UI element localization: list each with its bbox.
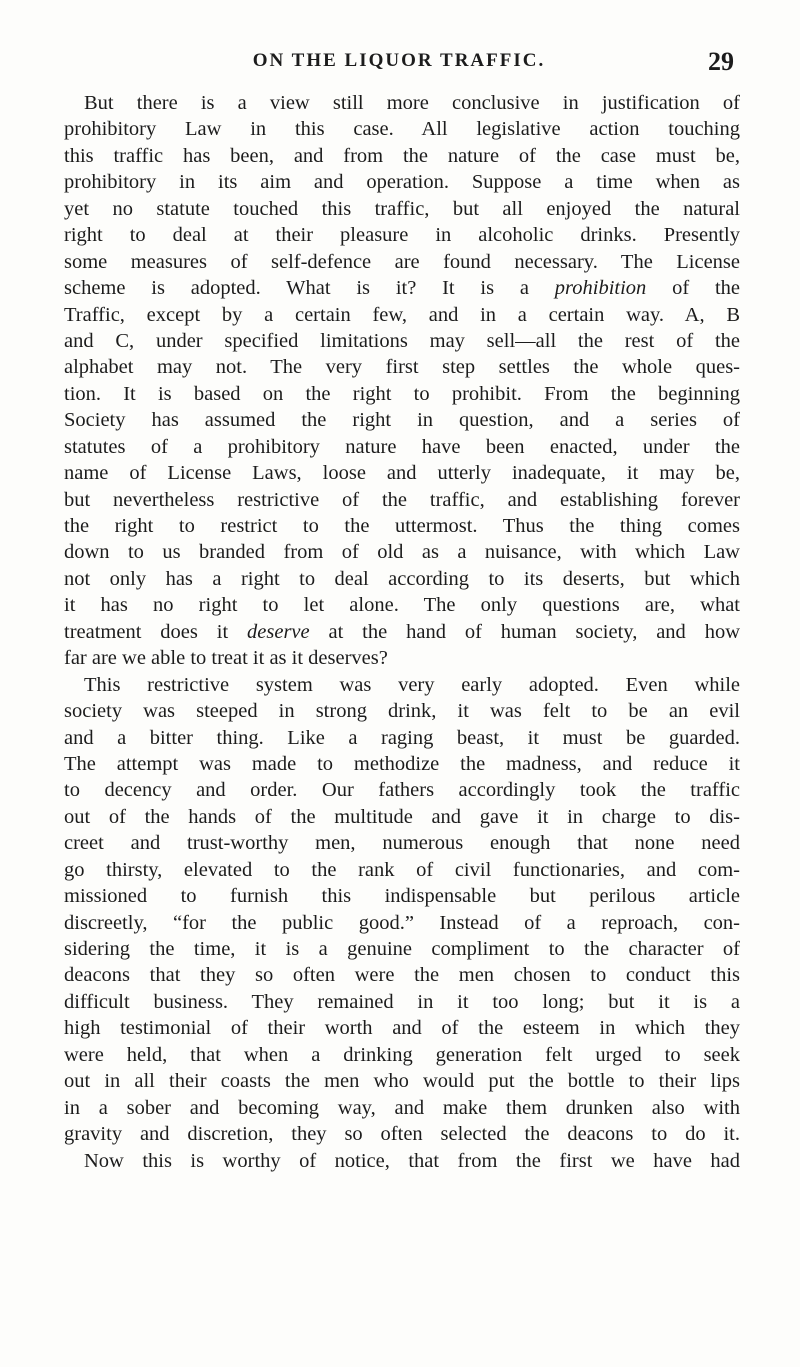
text-line: were held, that when a drinking generation felt urged to seek xyxy=(64,1043,740,1066)
text-line: some measures of self-defence are found necessary. The License xyxy=(64,250,740,273)
text-line: name of License Laws, loose and utterly inadequate, it may be, xyxy=(64,462,740,485)
text-line: gravity and discretion, they so often selected the deacons to do it. xyxy=(64,1123,740,1146)
text-line: but nevertheless restrictive of the traffic, and establishing forever xyxy=(64,488,740,511)
text-line: and a bitter thing. Like a raging beast, it must be guarded. xyxy=(64,726,740,749)
text-line: down to us branded from of old as a nuisance, with which Law xyxy=(64,541,740,564)
text-line: and C, under specified limitations may sell—all the rest of the xyxy=(64,329,740,352)
text-line: yet no statute touched this traffic, but all enjoyed the natural xyxy=(64,197,740,220)
body-text xyxy=(64,90,740,1174)
text-line: alphabet may not. The very first step settles the whole ques- xyxy=(64,356,740,379)
text-line: Now this is worthy of notice, that from the first we have had xyxy=(84,1149,740,1172)
text-line: But there is a view still more conclusive in justification of xyxy=(84,92,740,114)
text-line: prohibitory in its aim and operation. Suppose a time when as xyxy=(64,171,740,194)
running-title: ON THE LIQUOR TRAFFIC. xyxy=(252,50,546,71)
text-line: treatment does it deserve at the hand of human society, and how xyxy=(64,620,740,643)
text-line: prohibitory Law in this case. All legislative action touching xyxy=(64,118,740,141)
text-line: go thirsty, elevated to the rank of civil functionaries, and com- xyxy=(64,858,740,881)
text-line: sidering the time, it is a genuine compliment to the character of xyxy=(64,938,740,960)
text-line: tion. It is based on the right to prohibit. From the beginning xyxy=(64,382,740,405)
text-line: Society has assumed the right in question, and a series of xyxy=(64,409,740,432)
text-line: creet and trust-worthy men, numerous enough that none need xyxy=(64,832,740,855)
text-line: out of the hands of the multitude and gave it in charge to dis- xyxy=(64,805,740,828)
text-line: This restrictive system was very early adopted. Even while xyxy=(84,673,740,696)
text-line: society was steeped in strong drink, it was felt to be an evil xyxy=(64,700,740,723)
text-line: difficult business. They remained in it too long; but it is a xyxy=(64,990,740,1013)
text-line: far are we able to treat it as it deserves? xyxy=(64,647,388,670)
text-line: high testimonial of their worth and of the esteem in which they xyxy=(64,1017,740,1040)
text-line: right to deal at their pleasure in alcoholic drinks. Presently xyxy=(64,224,740,247)
page-number: 29 xyxy=(708,47,734,76)
text-line: this traffic has been, and from the nature of the case must be, xyxy=(64,144,740,167)
text-line: to decency and order. Our fathers accordingly took the traffic xyxy=(64,779,740,802)
text-line: discreetly, “for the public good.” Instead of a reproach, con- xyxy=(64,911,740,934)
text-line: missioned to furnish this indispensable but perilous article xyxy=(64,885,740,908)
text-line: deacons that they so often were the men chosen to conduct this xyxy=(64,964,740,987)
text-line: it has no right to let alone. The only questions are, what xyxy=(64,594,740,617)
text-line: not only has a right to deal according to its deserts, but which xyxy=(64,567,740,590)
running-head xyxy=(64,47,734,80)
text-line: Traffic, except by a certain few, and in a certain way. A, B xyxy=(64,303,740,326)
text-line: out in all their coasts the men who would put the bottle to their lips xyxy=(64,1070,740,1093)
text-line: scheme is adopted. What is it? It is a prohibition of the xyxy=(64,277,740,300)
text-line: statutes of a prohibitory nature have been enacted, under the xyxy=(64,435,740,458)
text-line: in a sober and becoming way, and make them drunken also with xyxy=(64,1096,740,1119)
text-line: the right to restrict to the uttermost. Thus the thing comes xyxy=(64,515,740,537)
text-line: The attempt was made to methodize the madness, and reduce it xyxy=(64,752,740,775)
